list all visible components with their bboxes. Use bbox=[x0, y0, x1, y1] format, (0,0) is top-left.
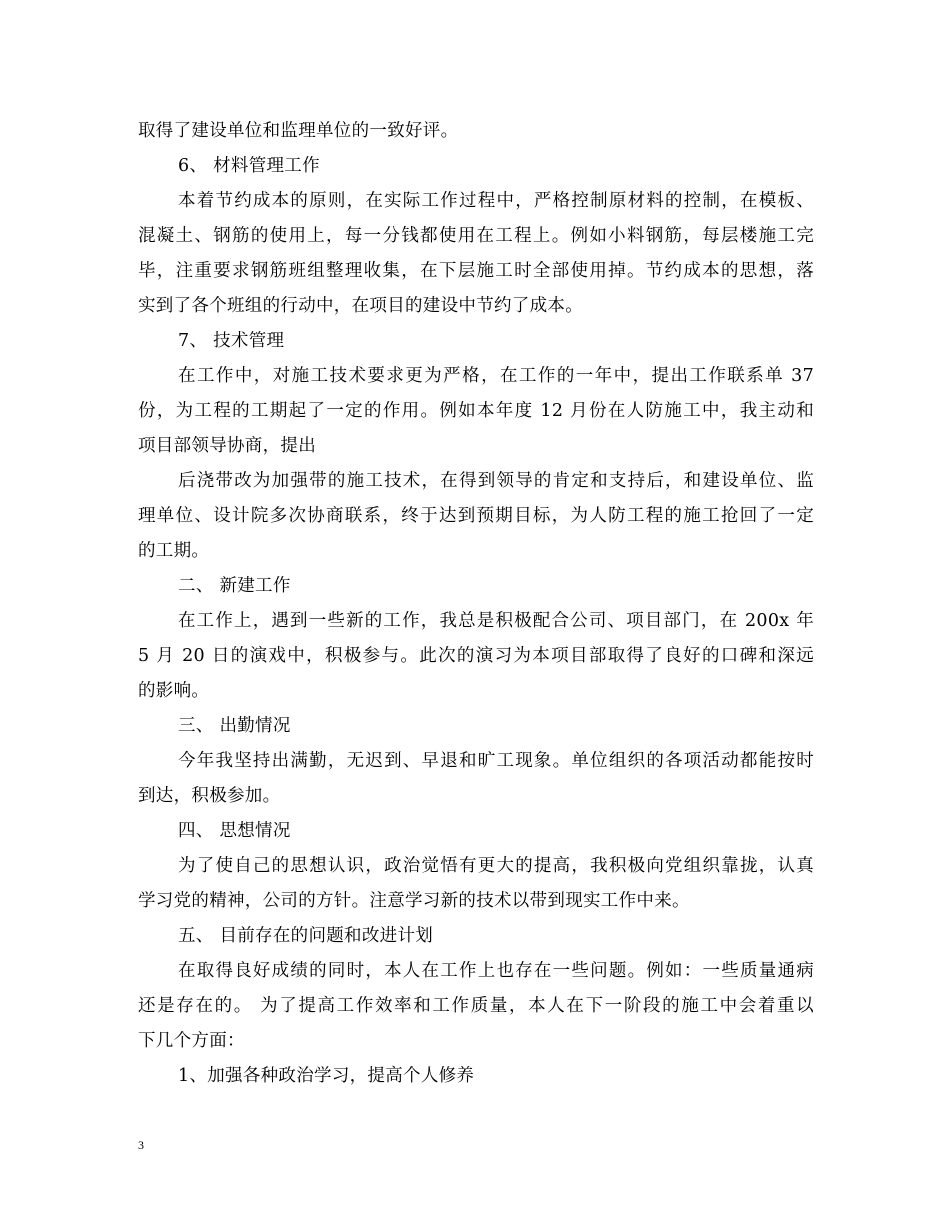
text-line: 5 月 20 日的演戏中，积极参与。此次的演习为本项目部取得了良好的口碑和深远 bbox=[138, 646, 814, 666]
text-line: 到达，积极参加。 bbox=[138, 786, 281, 806]
text-line: 的工期。 bbox=[138, 541, 210, 561]
text-line: 混凝土、钢筋的使用上，每一分钱都使用在工程上。例如小料钢筋，每层楼施工完 bbox=[138, 226, 814, 246]
text-line: 理单位、设计院多次协商联系，终于达到预期目标，为人防工程的施工抢回了一定 bbox=[138, 506, 814, 526]
text-line: 份，为工程的工期起了一定的作用。例如本年度 12 月份在人防施工中，我主动和 bbox=[138, 401, 814, 421]
text-line: 本着节约成本的原则，在实际工作过程中，严格控制原材料的控制，在模板、 bbox=[178, 191, 814, 211]
text-line: 1、加强各种政治学习，提高个人修养 bbox=[178, 1066, 475, 1086]
text-line: 为了使自己的思想认识，政治觉悟有更大的提高，我积极向党组织靠拢，认真 bbox=[178, 856, 814, 876]
text-line: 后浇带改为加强带的施工技术，在得到领导的肯定和支持后，和建设单位、监 bbox=[178, 471, 814, 491]
text-line: 四、 思想情况 bbox=[178, 821, 291, 841]
text-lines bbox=[138, 114, 814, 1094]
text-line: 毕，注重要求钢筋班组整理收集，在下层施工时全部使用掉。节约成本的思想，落 bbox=[138, 261, 814, 281]
text-line: 学习党的精神，公司的方针。注意学习新的技术以带到现实工作中来。 bbox=[138, 891, 690, 911]
text-line: 项目部领导协商，提出 bbox=[138, 436, 316, 456]
text-line: 7、 技术管理 bbox=[178, 331, 285, 351]
text-line: 在工作上，遇到一些新的工作，我总是积极配合公司、项目部门，在 200x 年 bbox=[178, 611, 814, 631]
text-line: 二、 新建工作 bbox=[178, 576, 291, 596]
text-line: 还是存在的。 为了提高工作效率和工作质量，本人在下一阶段的施工中会着重以 bbox=[138, 996, 814, 1016]
text-line: 下几个方面： bbox=[138, 1031, 245, 1051]
text-line: 取得了建设单位和监理单位的一致好评。 bbox=[138, 121, 459, 141]
text-line: 的影响。 bbox=[138, 681, 210, 701]
text-line: 在工作中，对施工技术要求更为严格，在工作的一年中，提出工作联系单 37 bbox=[178, 366, 814, 386]
text-line: 在取得良好成绩的同时，本人在工作上也存在一些问题。例如：一些质量通病 bbox=[178, 961, 814, 981]
page-number: 3 bbox=[138, 1138, 144, 1152]
text-line: 三、 出勤情况 bbox=[178, 716, 291, 736]
text-line: 五、 目前存在的问题和改进计划 bbox=[178, 926, 434, 946]
text-line: 实到了各个班组的行动中，在项目的建设中节约了成本。 bbox=[138, 296, 583, 316]
text-line: 6、 材料管理工作 bbox=[178, 156, 320, 176]
text-line: 今年我坚持出满勤，无迟到、早退和旷工现象。单位组织的各项活动都能按时 bbox=[178, 751, 814, 771]
document-body bbox=[138, 114, 814, 1094]
